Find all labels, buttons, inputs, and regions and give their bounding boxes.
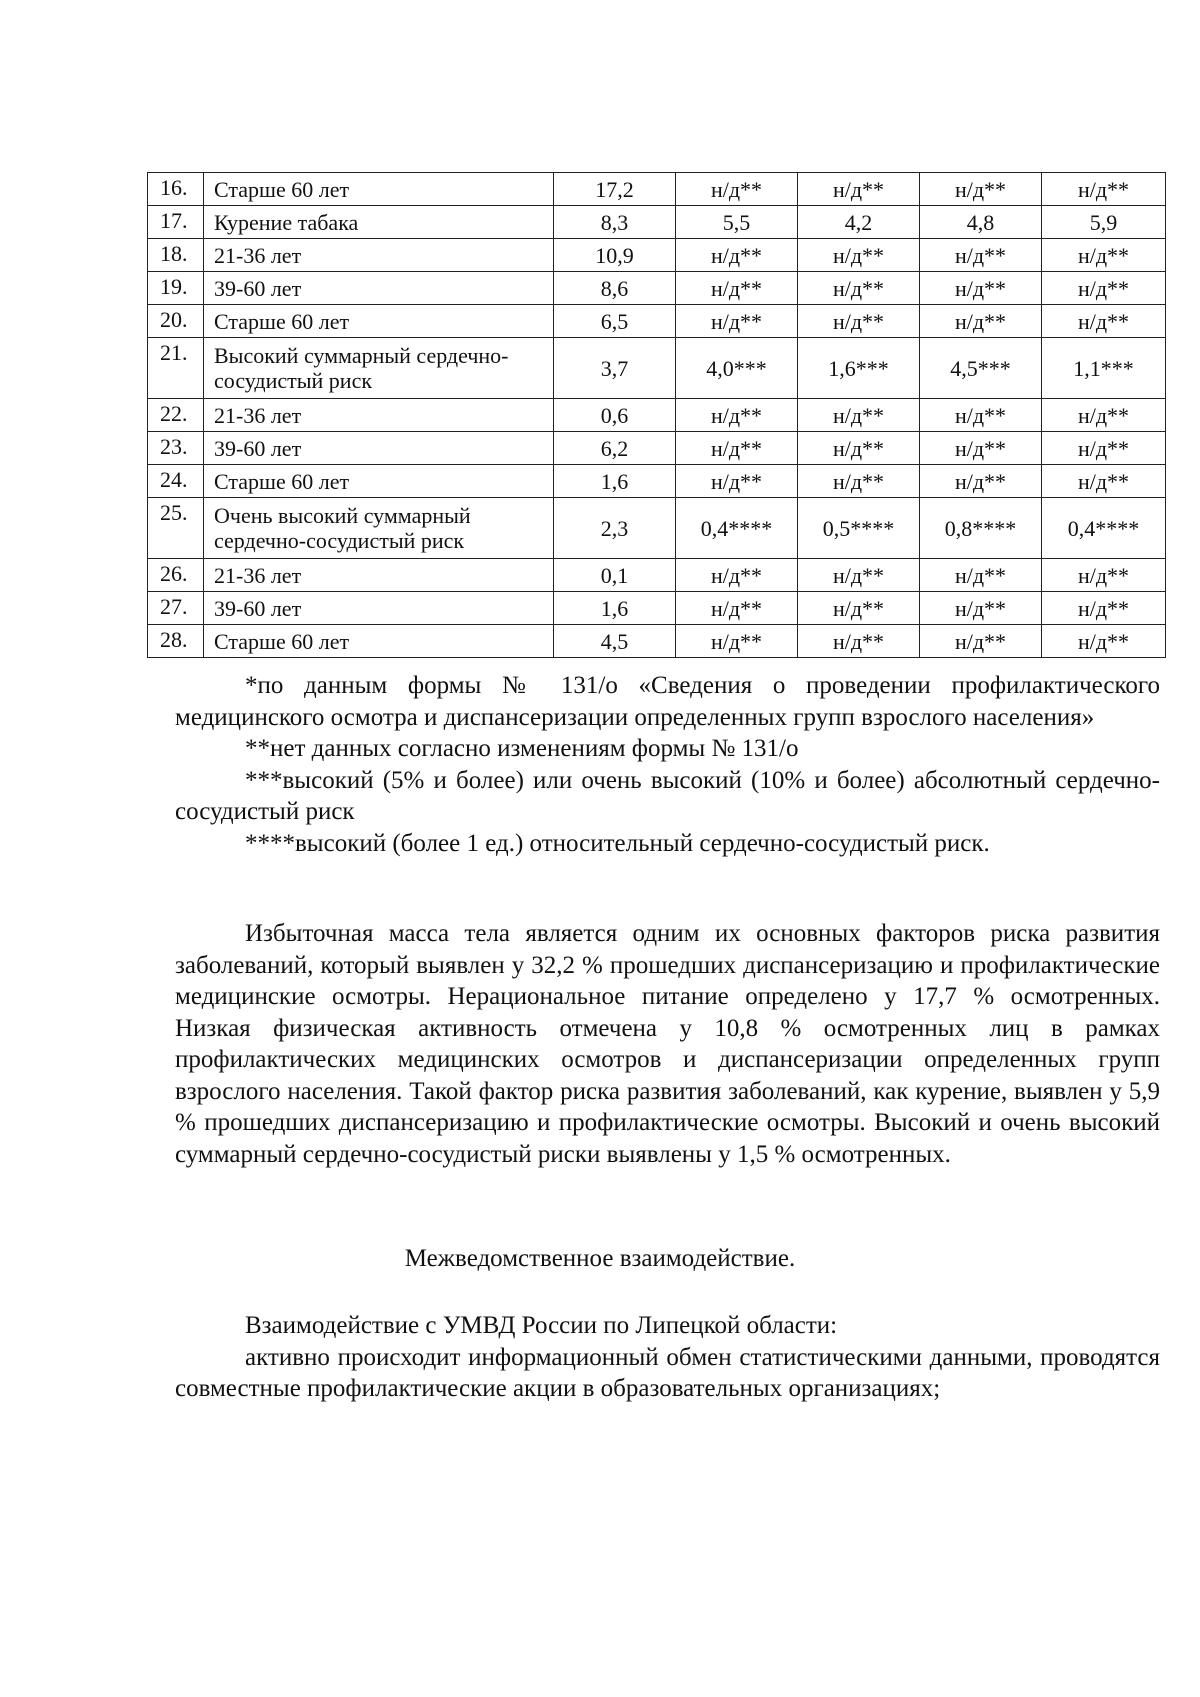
cell-value: н/д** (920, 559, 1042, 592)
row-number: 17. (148, 206, 204, 239)
cell-value: 4,0*** (676, 338, 798, 399)
cell-value: н/д** (920, 239, 1042, 272)
cell-value: 10,9 (554, 239, 676, 272)
cell-value: н/д** (798, 173, 920, 206)
cell-value: 0,4**** (1042, 498, 1166, 559)
row-label: Старше 60 лет (204, 305, 554, 338)
row-label: 21-36 лет (204, 399, 554, 432)
table-row (148, 498, 1166, 559)
cell-value: н/д** (798, 399, 920, 432)
cell-value: н/д** (798, 272, 920, 305)
cell-value: 17,2 (554, 173, 676, 206)
cell-value: 5,5 (676, 206, 798, 239)
table-row (148, 592, 1166, 625)
table-row (148, 559, 1166, 592)
row-number: 25. (148, 498, 204, 559)
cell-value: 0,4**** (676, 498, 798, 559)
row-number: 28. (148, 625, 204, 658)
table-row (148, 432, 1166, 465)
cell-value: н/д** (920, 465, 1042, 498)
cell-value: н/д** (1042, 432, 1166, 465)
risk-factors-table (147, 172, 1166, 658)
row-number: 16. (148, 173, 204, 206)
cell-value: н/д** (920, 173, 1042, 206)
cell-value: н/д** (798, 592, 920, 625)
row-label: 39-60 лет (204, 432, 554, 465)
cell-value: н/д** (676, 239, 798, 272)
cell-value: н/д** (676, 272, 798, 305)
cell-value: н/д** (676, 625, 798, 658)
row-label: Очень высокий суммарный сердечно-сосудистый риск (204, 498, 554, 559)
cell-value: н/д** (1042, 399, 1166, 432)
cell-value: н/д** (920, 625, 1042, 658)
cell-value: н/д** (1042, 272, 1166, 305)
cell-value: н/д** (798, 625, 920, 658)
row-label: 39-60 лет (204, 272, 554, 305)
row-label: Курение табака (204, 206, 554, 239)
cell-value: 0,1 (554, 559, 676, 592)
row-number: 19. (148, 272, 204, 305)
cell-value: н/д** (920, 305, 1042, 338)
body-paragraph (175, 918, 1160, 1170)
section-heading: Межведомственное взаимодействие. (404, 1245, 796, 1272)
cell-value: н/д** (1042, 239, 1166, 272)
cell-value: 0,5**** (798, 498, 920, 559)
cell-value: 4,8 (920, 206, 1042, 239)
cell-value: 3,7 (554, 338, 676, 399)
cell-value: 0,8**** (920, 498, 1042, 559)
row-number: 22. (148, 399, 204, 432)
footnote-4: ****высокий (более 1 ед.) относительный сердечно-сосудистый риск. (245, 829, 990, 857)
row-number: 21. (148, 338, 204, 399)
cell-value: 4,5 (554, 625, 676, 658)
cell-value: н/д** (676, 432, 798, 465)
cell-value: 1,1*** (1042, 338, 1166, 399)
row-label: Старше 60 лет (204, 625, 554, 658)
row-label: Старше 60 лет (204, 173, 554, 206)
cell-value: 1,6*** (798, 338, 920, 399)
cell-value: н/д** (676, 592, 798, 625)
cell-value: н/д** (1042, 592, 1166, 625)
footnote-2: **нет данных согласно изменениям формы № 131/о (245, 735, 799, 762)
cell-value: 4,2 (798, 206, 920, 239)
cell-value: н/д** (798, 465, 920, 498)
interaction-text: активно происходит информационный обмен статистическими данными, проводятся совместные профилактические акции в образовательных организациях; (175, 1343, 1160, 1402)
row-label: 39-60 лет (204, 592, 554, 625)
cell-value: 5,9 (1042, 206, 1166, 239)
row-number: 20. (148, 305, 204, 338)
cell-value: 1,6 (554, 465, 676, 498)
footnotes (175, 670, 1160, 859)
cell-value: н/д** (798, 559, 920, 592)
row-label: Старше 60 лет (204, 465, 554, 498)
cell-value: 8,3 (554, 206, 676, 239)
cell-value: 4,5*** (920, 338, 1042, 399)
cell-value: н/д** (920, 272, 1042, 305)
cell-value: н/д** (676, 465, 798, 498)
cell-value: н/д** (676, 173, 798, 206)
cell-value: н/д** (1042, 305, 1166, 338)
row-number: 23. (148, 432, 204, 465)
cell-value: н/д** (798, 239, 920, 272)
cell-value: н/д** (920, 432, 1042, 465)
row-number: 18. (148, 239, 204, 272)
interaction-section (175, 1310, 1160, 1405)
cell-value: 0,6 (554, 399, 676, 432)
cell-value: н/д** (1042, 173, 1166, 206)
cell-value: н/д** (1042, 625, 1166, 658)
cell-value: 2,3 (554, 498, 676, 559)
table-row (148, 625, 1166, 658)
table-row (148, 399, 1166, 432)
cell-value: н/д** (676, 399, 798, 432)
table-row (148, 338, 1166, 399)
table-row (148, 465, 1166, 498)
cell-value: 1,6 (554, 592, 676, 625)
cell-value: 6,5 (554, 305, 676, 338)
table-row (148, 305, 1166, 338)
risk-paragraph: Избыточная масса тела является одним их основных факторов риска развития заболеваний, который выявлен у 32,2 % прошедших диспансеризацию и профилактические медицинские осмотры. Нерациональное питание определено у 17,7 % осмотренных. Низкая физическая активность отмечена у 10,8 % осмотренных лиц в рамках профилактических медицинских осмотров и диспансеризации определенных групп взрослого населения. Такой фактор риска развития заболеваний, как курение, выявлен у 5,9 % прошедших диспансеризацию и профилактические осмотры. Высокий и очень высокий суммарный сердечно-сосудистый риски выявлены у 1,5 % осмотренных. (175, 920, 1160, 1168)
cell-value: 6,2 (554, 432, 676, 465)
row-label: Высокий суммарный сердечно-сосудистый риск (204, 338, 554, 399)
cell-value: н/д** (1042, 559, 1166, 592)
row-number: 27. (148, 592, 204, 625)
table-row (148, 239, 1166, 272)
cell-value: н/д** (676, 305, 798, 338)
footnote-3: ***высокий (5% и более) или очень высокий (10% и более) абсолютный сердечно-сосудистый риск (175, 766, 1160, 825)
cell-value: н/д** (1042, 465, 1166, 498)
row-label: 21-36 лет (204, 239, 554, 272)
table-row (148, 206, 1166, 239)
cell-value: н/д** (798, 432, 920, 465)
table-row (148, 173, 1166, 206)
cell-value: н/д** (798, 305, 920, 338)
interaction-title: Взаимодействие с УМВД России по Липецкой области: (245, 1312, 838, 1339)
row-number: 26. (148, 559, 204, 592)
row-number: 24. (148, 465, 204, 498)
row-label: 21-36 лет (204, 559, 554, 592)
table-row (148, 272, 1166, 305)
cell-value: 8,6 (554, 272, 676, 305)
footnote-1: *по данным формы № 131/о «Сведения о проведении профилактического медицинского осмотра и диспансеризации определенных групп взрослого населения» (175, 672, 1160, 731)
cell-value: н/д** (676, 559, 798, 592)
cell-value: н/д** (920, 399, 1042, 432)
cell-value: н/д** (920, 592, 1042, 625)
